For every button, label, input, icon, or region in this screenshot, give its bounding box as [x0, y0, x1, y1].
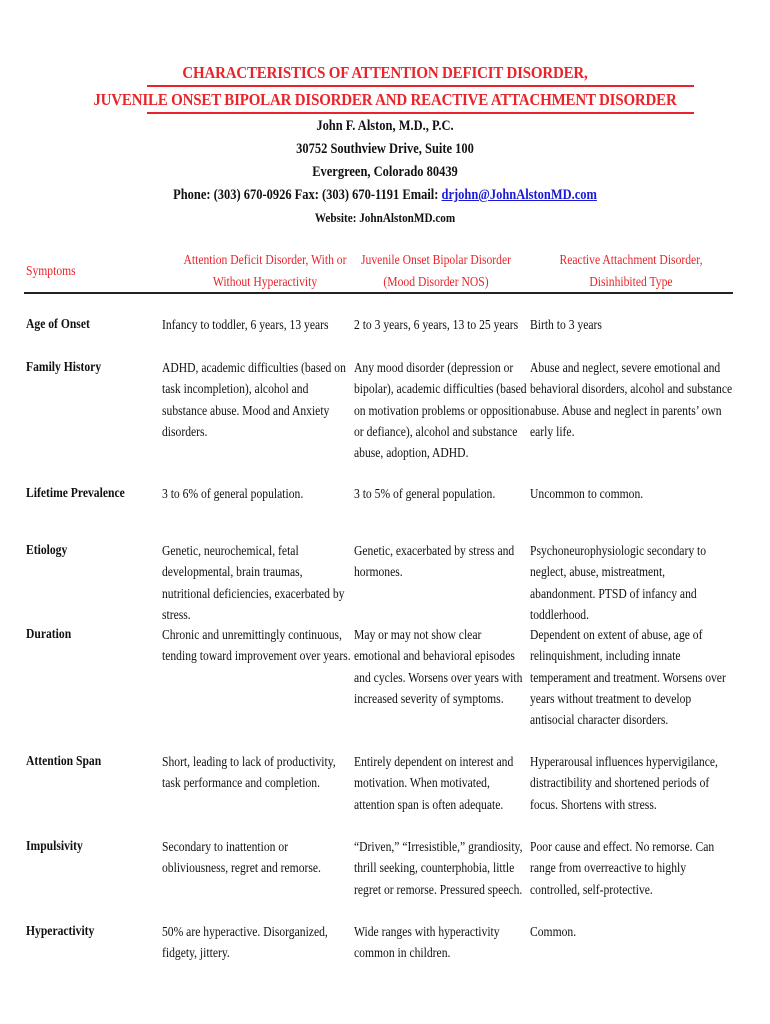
cell-bipolar-hyperactivity: Wide ranges with hyperactivity common in children. — [354, 924, 500, 961]
document-title-line2: JUVENILE ONSET BIPOLAR DISORDER AND REACTIVE ATTACHMENT DISORDER — [93, 90, 677, 109]
cell-bipolar-attention-span: Entirely dependent on interest and motivation. When motivated, attention span is often adequate. — [354, 754, 514, 812]
cell-rad-impulsivity: Poor cause and effect. No remorse. Can range from overreactive to highly controlled, self-protective. — [530, 839, 715, 897]
column-header-rad-line1: Reactive Attachment Disorder, — [559, 252, 703, 267]
cell-add-hyperactivity: 50% are hyperactive. Disorganized, fidgety, jittery. — [162, 924, 328, 961]
column-header-symptoms: Symptoms — [26, 263, 76, 278]
header-divider — [24, 292, 733, 294]
cell-rad-etiology: Psychoneurophysiologic secondary to neglect, abuse, mistreatment, abandonment. PTSD of infancy and toddlerhood. — [530, 543, 707, 622]
address-line2: Evergreen, Colorado 80439 — [312, 164, 458, 180]
column-header-bipolar-line2: (Mood Disorder NOS) — [383, 274, 489, 289]
row-label-lifetime-prevalence: Lifetime Prevalence — [26, 485, 125, 500]
cell-bipolar-family-history: Any mood disorder (depression or bipolar), academic difficulties (based on motivation problems or opposition or defiance), alcohol and substance abuse, adoption, ADHD. — [354, 360, 530, 461]
website-line: Website: JohnAlstonMD.com — [314, 210, 456, 225]
document-title-line1: CHARACTERISTICS OF ATTENTION DEFICIT DISORDER, — [182, 63, 588, 82]
column-header-add-line2: Without Hyperactivity — [212, 274, 318, 289]
row-label-duration: Duration — [26, 626, 72, 641]
cell-add-attention-span: Short, leading to lack of productivity, task performance and completion. — [162, 754, 336, 791]
address-line1: 30752 Southview Drive, Suite 100 — [296, 141, 474, 157]
row-label-family-history: Family History — [26, 359, 102, 374]
cell-bipolar-age-of-onset: 2 to 3 years, 6 years, 13 to 25 years — [354, 317, 519, 332]
cell-rad-hyperactivity: Common. — [530, 924, 577, 939]
cell-rad-family-history: Abuse and neglect, severe emotional and behavioral disorders, alcohol and substance abuse. Abuse and neglect in parents’ own early life. — [530, 360, 733, 439]
row-label-hyperactivity: Hyperactivity — [26, 923, 95, 938]
cell-rad-lifetime-prevalence: Uncommon to common. — [530, 486, 644, 501]
phone-fax-email — [54, 187, 716, 204]
cell-bipolar-etiology: Genetic, exacerbated by stress and hormones. — [354, 543, 515, 580]
column-header-add-line1: Attention Deficit Disorder, With or — [183, 252, 347, 267]
row-label-impulsivity: Impulsivity — [26, 838, 83, 853]
row-label-age-of-onset: Age of Onset — [26, 316, 90, 331]
email-link[interactable]: drjohn@JohnAlstonMD.com — [441, 187, 597, 203]
cell-add-lifetime-prevalence: 3 to 6% of general population. — [162, 486, 304, 501]
row-label-attention-span: Attention Span — [26, 753, 102, 768]
cell-rad-duration: Dependent on extent of abuse, age of relinquishment, including innate temperament and treatment. Worsens over years without treatment to develop antisocial character disorders. — [530, 627, 726, 728]
row-label-etiology: Etiology — [26, 542, 68, 557]
column-header-bipolar — [354, 249, 517, 293]
cell-add-age-of-onset: Infancy to toddler, 6 years, 13 years — [162, 317, 329, 332]
cell-rad-age-of-onset: Birth to 3 years — [530, 317, 602, 332]
title-underline-1 — [147, 85, 694, 87]
cell-add-etiology: Genetic, neurochemical, fetal developmental, brain traumas, nutritional deficiencies, exacerbated by stress. — [162, 543, 345, 622]
column-header-rad-line2: Disinhibited Type — [589, 274, 673, 289]
author-name: John F. Alston, M.D., P.C. — [316, 118, 454, 134]
column-header-add — [175, 249, 356, 293]
cell-bipolar-impulsivity: “Driven,” “Irresistible,” grandiosity, thrill seeking, counterphobia, little regret or remorse. Pressured speech. — [354, 839, 523, 897]
column-header-bipolar-line1: Juvenile Onset Bipolar Disorder — [361, 252, 511, 267]
cell-add-family-history: ADHD, academic difficulties (based on task incompletion), alcohol and substance abuse. Mood and Anxiety disorders. — [162, 360, 346, 439]
cell-rad-attention-span: Hyperarousal influences hypervigilance, distractibility and shortened periods of focus. Shortens with stress. — [530, 754, 718, 812]
column-header-rad — [536, 249, 727, 293]
phone-fax-text: Phone: (303) 670-0926 Fax: (303) 670-1191 Email: — [173, 187, 442, 203]
cell-add-impulsivity: Secondary to inattention or obliviousness, regret and remorse. — [162, 839, 321, 876]
cell-add-duration: Chronic and unremittingly continuous, tending toward improvement over years. — [162, 627, 351, 664]
cell-bipolar-duration: May or may not show clear emotional and behavioral episodes and cycles. Worsens over years with increased severity of symptoms. — [354, 627, 523, 706]
title-underline-2 — [147, 112, 694, 114]
cell-bipolar-lifetime-prevalence: 3 to 5% of general population. — [354, 486, 496, 501]
